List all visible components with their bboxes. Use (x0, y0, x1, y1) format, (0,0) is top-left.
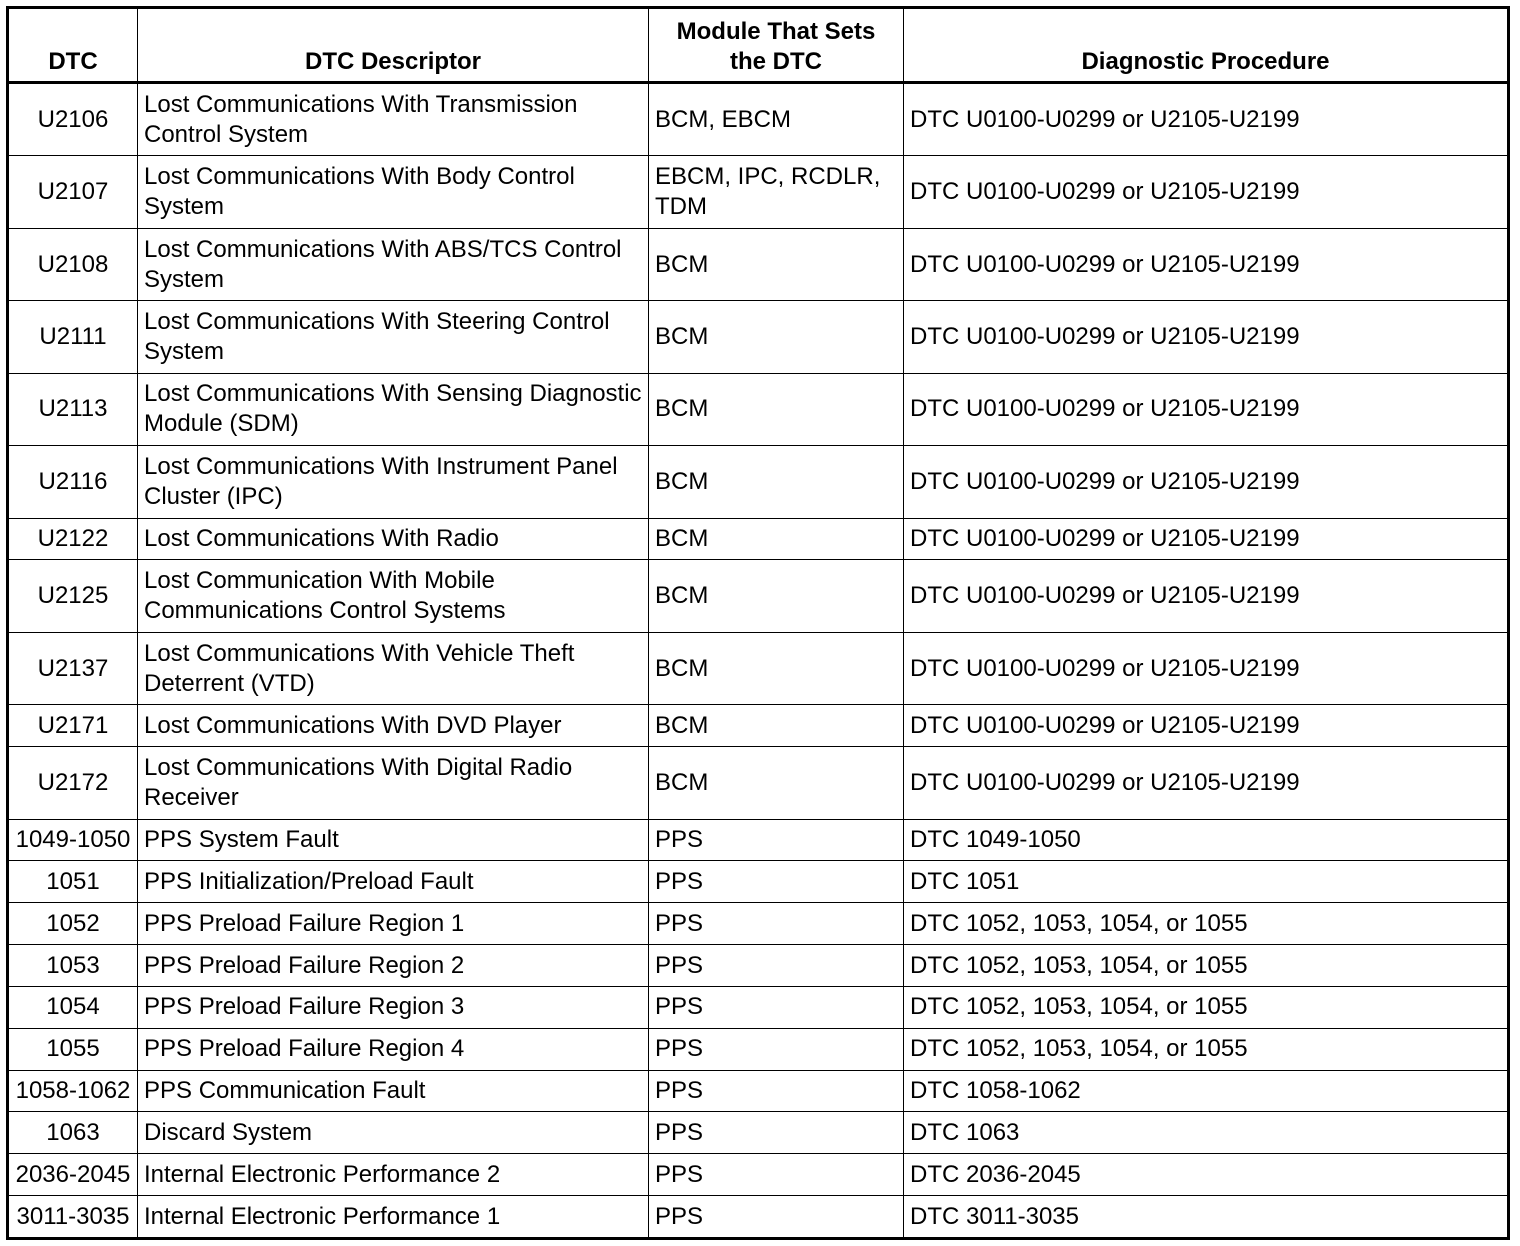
procedure-cell: DTC 1052, 1053, 1054, or 1055 (904, 945, 1509, 987)
descriptor-cell: Lost Communications With Body Control System (138, 156, 649, 228)
dtc-cell: 1049-1050 (8, 819, 138, 861)
module-cell: PPS (649, 1154, 904, 1196)
module-cell: BCM (649, 747, 904, 819)
table-row (8, 747, 1509, 819)
table-row (8, 1196, 1509, 1239)
dtc-cell: 1053 (8, 945, 138, 987)
module-cell: PPS (649, 819, 904, 861)
dtc-cell: 3011-3035 (8, 1196, 138, 1239)
dtc-cell: 1063 (8, 1112, 138, 1154)
descriptor-cell: Lost Communications With Sensing Diagnostic Module (SDM) (138, 373, 649, 445)
dtc-cell: U2111 (8, 301, 138, 373)
descriptor-cell: PPS Initialization/Preload Fault (138, 861, 649, 903)
module-cell: BCM (649, 301, 904, 373)
module-cell: BCM (649, 560, 904, 632)
table-row (8, 945, 1509, 987)
table-row (8, 632, 1509, 704)
header-dtc-descriptor: DTC Descriptor (138, 8, 649, 83)
module-cell: PPS (649, 1070, 904, 1112)
dtc-cell: 1055 (8, 1028, 138, 1070)
procedure-cell: DTC U0100-U0299 or U2105-U2199 (904, 518, 1509, 560)
procedure-cell: DTC U0100-U0299 or U2105-U2199 (904, 560, 1509, 632)
table-row (8, 903, 1509, 945)
header-diagnostic-procedure: Diagnostic Procedure (904, 8, 1509, 83)
dtc-cell: U2172 (8, 747, 138, 819)
table-row (8, 560, 1509, 632)
dtc-cell: U2125 (8, 560, 138, 632)
table-row (8, 301, 1509, 373)
descriptor-cell: Lost Communications With Instrument Panel Cluster (IPC) (138, 446, 649, 518)
procedure-cell: DTC U0100-U0299 or U2105-U2199 (904, 747, 1509, 819)
dtc-table (6, 6, 1510, 1240)
module-cell: BCM (649, 518, 904, 560)
procedure-cell: DTC 1049-1050 (904, 819, 1509, 861)
table-row (8, 1112, 1509, 1154)
dtc-cell: 2036-2045 (8, 1154, 138, 1196)
procedure-cell: DTC U0100-U0299 or U2105-U2199 (904, 632, 1509, 704)
descriptor-cell: Lost Communications With DVD Player (138, 705, 649, 747)
descriptor-cell: Lost Communications With ABS/TCS Control System (138, 228, 649, 300)
table-row (8, 83, 1509, 156)
procedure-cell: DTC 1058-1062 (904, 1070, 1509, 1112)
descriptor-cell: Lost Communications With Radio (138, 518, 649, 560)
module-cell: BCM, EBCM (649, 83, 904, 156)
header-module-line1: Module That Sets (676, 18, 876, 45)
table-row (8, 705, 1509, 747)
descriptor-cell: PPS System Fault (138, 819, 649, 861)
dtc-cell: 1051 (8, 861, 138, 903)
table-row (8, 1028, 1509, 1070)
descriptor-cell: Lost Communications With Steering Control System (138, 301, 649, 373)
table-row (8, 1154, 1509, 1196)
header-module (649, 8, 904, 83)
procedure-cell: DTC 2036-2045 (904, 1154, 1509, 1196)
dtc-cell: U2116 (8, 446, 138, 518)
table-row (8, 986, 1509, 1028)
table-row (8, 156, 1509, 228)
table-row (8, 518, 1509, 560)
procedure-cell: DTC 1051 (904, 861, 1509, 903)
descriptor-cell: PPS Preload Failure Region 1 (138, 903, 649, 945)
module-cell: BCM (649, 632, 904, 704)
table-row (8, 861, 1509, 903)
dtc-cell: U2171 (8, 705, 138, 747)
module-cell: PPS (649, 1196, 904, 1239)
procedure-cell: DTC 1052, 1053, 1054, or 1055 (904, 1028, 1509, 1070)
dtc-cell: 1054 (8, 986, 138, 1028)
procedure-cell: DTC U0100-U0299 or U2105-U2199 (904, 83, 1509, 156)
descriptor-cell: PPS Preload Failure Region 4 (138, 1028, 649, 1070)
table-row (8, 228, 1509, 300)
header-module-line2: the DTC (730, 48, 822, 75)
header-row (8, 8, 1509, 83)
dtc-cell: U2122 (8, 518, 138, 560)
descriptor-cell: PPS Communication Fault (138, 1070, 649, 1112)
header-dtc: DTC (8, 8, 138, 83)
procedure-cell: DTC U0100-U0299 or U2105-U2199 (904, 373, 1509, 445)
procedure-cell: DTC U0100-U0299 or U2105-U2199 (904, 446, 1509, 518)
descriptor-cell: Internal Electronic Performance 1 (138, 1196, 649, 1239)
table-row (8, 446, 1509, 518)
dtc-cell: U2106 (8, 83, 138, 156)
module-cell: BCM (649, 228, 904, 300)
module-cell: PPS (649, 861, 904, 903)
dtc-cell: U2107 (8, 156, 138, 228)
procedure-cell: DTC U0100-U0299 or U2105-U2199 (904, 156, 1509, 228)
descriptor-cell: Lost Communications With Transmission Control System (138, 83, 649, 156)
module-cell: EBCM, IPC, RCDLR, TDM (649, 156, 904, 228)
descriptor-cell: Lost Communications With Digital Radio Receiver (138, 747, 649, 819)
dtc-cell: 1058-1062 (8, 1070, 138, 1112)
module-cell: BCM (649, 446, 904, 518)
descriptor-cell: Lost Communications With Vehicle Theft Deterrent (VTD) (138, 632, 649, 704)
dtc-cell: U2137 (8, 632, 138, 704)
procedure-cell: DTC U0100-U0299 or U2105-U2199 (904, 301, 1509, 373)
table-row (8, 819, 1509, 861)
procedure-cell: DTC U0100-U0299 or U2105-U2199 (904, 228, 1509, 300)
table-row (8, 373, 1509, 445)
module-cell: PPS (649, 1112, 904, 1154)
procedure-cell: DTC U0100-U0299 or U2105-U2199 (904, 705, 1509, 747)
descriptor-cell: Discard System (138, 1112, 649, 1154)
table-body (8, 83, 1509, 1239)
module-cell: BCM (649, 705, 904, 747)
dtc-cell: U2108 (8, 228, 138, 300)
procedure-cell: DTC 1063 (904, 1112, 1509, 1154)
module-cell: PPS (649, 986, 904, 1028)
module-cell: PPS (649, 1028, 904, 1070)
descriptor-cell: Lost Communication With Mobile Communications Control Systems (138, 560, 649, 632)
procedure-cell: DTC 3011-3035 (904, 1196, 1509, 1239)
descriptor-cell: PPS Preload Failure Region 2 (138, 945, 649, 987)
dtc-cell: 1052 (8, 903, 138, 945)
module-cell: PPS (649, 945, 904, 987)
procedure-cell: DTC 1052, 1053, 1054, or 1055 (904, 903, 1509, 945)
table-row (8, 1070, 1509, 1112)
dtc-cell: U2113 (8, 373, 138, 445)
procedure-cell: DTC 1052, 1053, 1054, or 1055 (904, 986, 1509, 1028)
module-cell: PPS (649, 903, 904, 945)
module-cell: BCM (649, 373, 904, 445)
descriptor-cell: PPS Preload Failure Region 3 (138, 986, 649, 1028)
descriptor-cell: Internal Electronic Performance 2 (138, 1154, 649, 1196)
